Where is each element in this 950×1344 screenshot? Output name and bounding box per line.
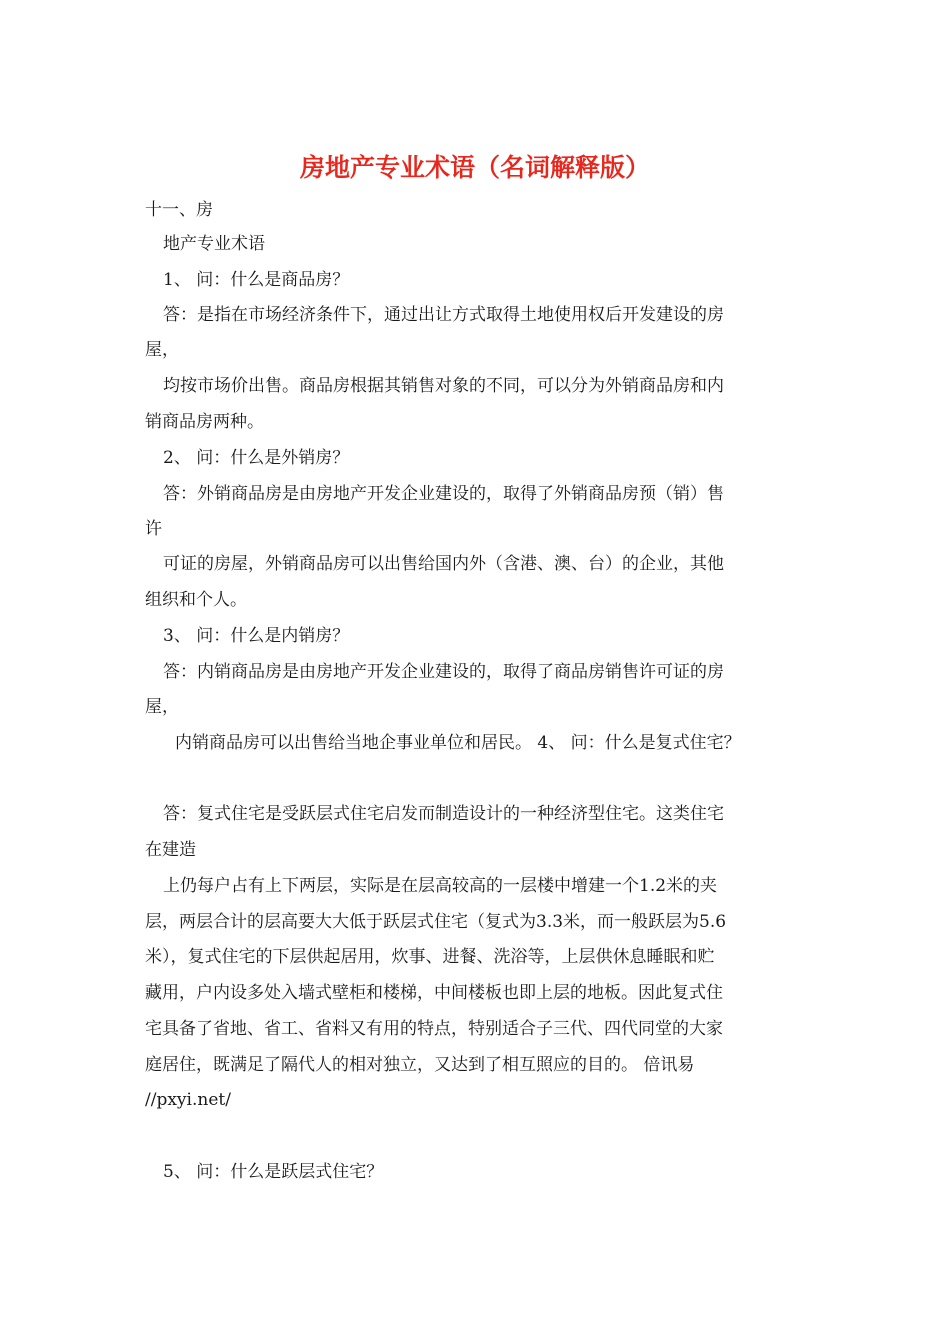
text-line: 许: [145, 519, 162, 539]
text-line: 屋，: [145, 340, 179, 360]
text-line: 答：内销商品房是由房地产开发企业建设的，取得了商品房销售许可证的房: [163, 662, 724, 682]
text-line: 答：复式住宅是受跃层式住宅启发而制造设计的一种经济型住宅。这类住宅: [163, 804, 724, 824]
text-line: 宅具备了省地、省工、省料又有用的特点，特别适合子三代、四代同堂的大家: [145, 1019, 723, 1039]
text-line: 层，两层合计的层高要大大低于跃层式住宅（复式为3.3米，而一般跃层为5.6: [145, 912, 727, 932]
text-line: 答：外销商品房是由房地产开发企业建设的，取得了外销商品房预（销）售: [163, 484, 724, 504]
text-line: 屋，: [145, 697, 179, 717]
text-line: 内销商品房可以出售给当地企事业单位和居民。 4、 问：什么是复式住宅？: [175, 733, 741, 753]
document-title: 房地产专业术语（名词解释版）: [299, 153, 650, 182]
text-line: 2、 问：什么是外销房？: [163, 448, 350, 468]
text-line: 3、 问：什么是内销房？: [163, 626, 350, 646]
text-line: 组织和个人。: [145, 590, 247, 610]
text-line: 上仍每户占有上下两层，实际是在层高较高的一层楼中增建一个1.2米的夹: [163, 876, 718, 896]
text-line: 销商品房两种。: [145, 412, 264, 432]
text-line: 藏用，户内设多处入墙式壁柜和楼梯，中间楼板也即上层的地板。因此复式住: [145, 983, 723, 1003]
text-line: //pxyi.net/: [145, 1090, 231, 1110]
text-line: 地产专业术语: [163, 234, 265, 254]
text-line: 在建造: [145, 840, 196, 860]
text-line: 均按市场价出售。商品房根据其销售对象的不同，可以分为外销商品房和内: [163, 376, 724, 396]
text-line: 可证的房屋，外销商品房可以出售给国内外（含港、澳、台）的企业，其他: [163, 554, 724, 574]
text-line: 庭居住，既满足了隔代人的相对独立，又达到了相互照应的目的。 倍讯易: [145, 1055, 695, 1075]
text-line: 5、 问：什么是跃层式住宅？: [163, 1162, 384, 1182]
text-line: 十一、房: [145, 200, 213, 220]
text-line: 米），复式住宅的下层供起居用，炊事、进餐、洗浴等，上层供休息睡眠和贮: [145, 947, 715, 967]
text-line: 1、 问：什么是商品房？: [163, 270, 350, 290]
text-line: 答：是指在市场经济条件下，通过出让方式取得土地使用权后开发建设的房: [163, 305, 724, 325]
